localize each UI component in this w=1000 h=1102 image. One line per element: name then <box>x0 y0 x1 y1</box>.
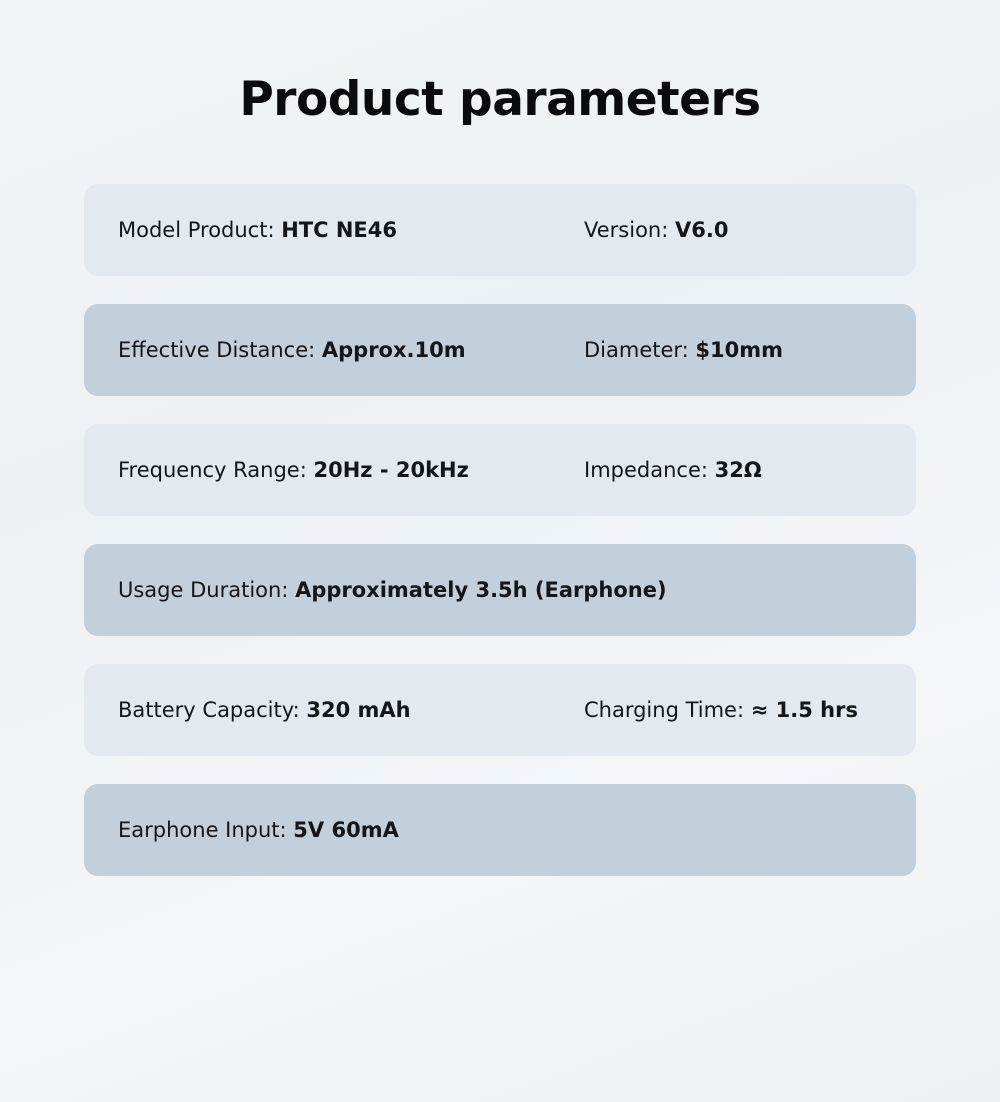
parameter-value: HTC NE46 <box>281 218 397 243</box>
parameter-cell <box>118 698 584 722</box>
parameter-cell <box>118 218 584 242</box>
parameter-cell <box>584 218 882 242</box>
parameter-label: Frequency Range: <box>118 458 314 483</box>
table-row <box>84 424 916 516</box>
parameter-label: Earphone Input: <box>118 818 294 843</box>
parameter-label: Diameter: <box>584 338 696 363</box>
table-row <box>84 784 916 876</box>
table-row <box>84 304 916 396</box>
parameter-value: 20Hz - 20kHz <box>313 458 469 483</box>
parameter-value: $10mm <box>695 338 784 363</box>
parameter-label: Battery Capacity: <box>118 698 307 723</box>
parameter-cell <box>118 578 882 602</box>
table-row <box>84 544 916 636</box>
table-row <box>84 184 916 276</box>
parameter-cell <box>118 818 882 842</box>
parameter-label: Effective Distance: <box>118 338 322 363</box>
parameter-value: Approximately 3.5h (Earphone) <box>295 578 667 603</box>
page-title: Product parameters <box>239 72 761 127</box>
table-row <box>84 664 916 756</box>
parameter-label: Impedance: <box>584 458 715 483</box>
parameter-cell <box>584 338 882 362</box>
parameter-value: ≈ 1.5 hrs <box>750 698 858 723</box>
parameter-table <box>0 184 1000 876</box>
parameter-cell <box>584 458 882 482</box>
parameter-label: Usage Duration: <box>118 578 296 603</box>
parameter-value: 32Ω <box>714 458 762 483</box>
parameter-label: Model Product: <box>118 218 282 243</box>
parameter-cell <box>118 458 584 482</box>
parameter-cell <box>118 338 584 362</box>
parameter-cell <box>584 698 882 722</box>
parameter-label: Charging Time: <box>584 698 751 723</box>
parameter-value: V6.0 <box>674 218 729 243</box>
parameter-label: Version: <box>584 218 675 243</box>
parameter-value: 320 mAh <box>306 698 411 723</box>
parameter-value: 5V 60mA <box>293 818 399 843</box>
parameter-value: Approx.10m <box>321 338 466 363</box>
